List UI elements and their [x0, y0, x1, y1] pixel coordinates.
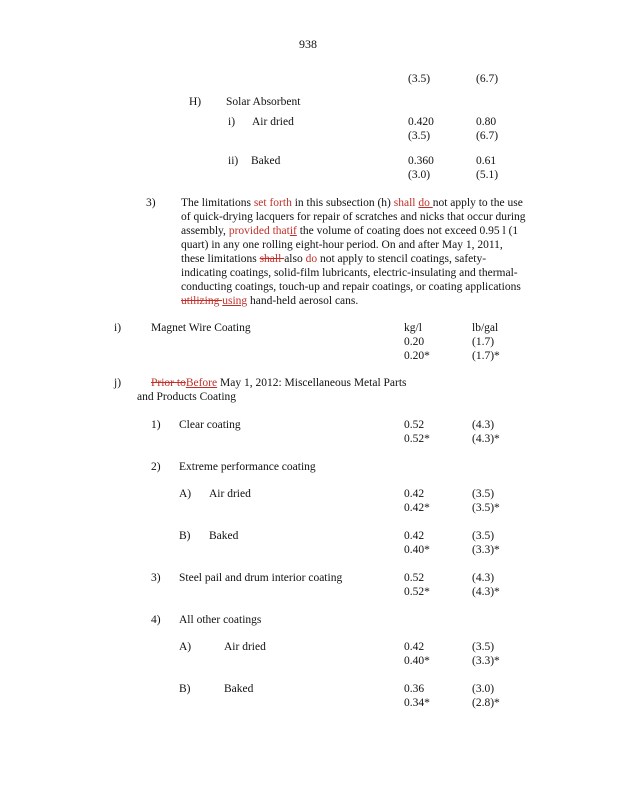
item-kg: 0.42	[404, 488, 425, 500]
subitem-label: Baked	[224, 683, 254, 695]
text-run: the volume of coating does not exceed 0.95 l (1	[296, 225, 519, 237]
subitem-label: Baked	[209, 530, 239, 542]
inserted-text: Before	[185, 377, 218, 389]
item-lb: (3.0)	[472, 683, 495, 695]
subitem-num: B)	[179, 530, 191, 542]
inserted-text: do	[418, 197, 433, 209]
subitem-num: A)	[179, 488, 192, 500]
solar-row-kg-paren: (3.5)	[408, 130, 431, 142]
text-run: The limitations	[181, 197, 254, 209]
inserted-text: using	[222, 295, 248, 307]
solar-row-kg-paren: (3.0)	[408, 169, 431, 181]
paragraph-3-line: quart) in any one rolling eight-hour period. On and after May 1, 2011,	[181, 239, 503, 251]
item-kg-alt: 0.34*	[404, 697, 430, 709]
solar-row-kg: 0.360	[408, 155, 434, 167]
paragraph-3-line	[181, 224, 518, 238]
inserted-text: do	[305, 253, 318, 265]
unit-kg-header: kg/l	[404, 322, 422, 334]
subitem-label: Air dried	[209, 488, 251, 500]
solar-row-lb-paren: (5.1)	[476, 169, 499, 181]
section-i-title: Magnet Wire Coating	[151, 322, 251, 334]
item-label: Extreme performance coating	[179, 461, 316, 473]
paragraph-3-line	[181, 294, 358, 308]
deleted-text: shall	[259, 253, 285, 265]
text-run: these limitations	[181, 253, 260, 265]
item-kg-alt: 0.52*	[404, 433, 430, 445]
solar-row-label: Air dried	[252, 116, 294, 128]
item-kg: 0.42	[404, 530, 425, 542]
unit-lb-header: lb/gal	[472, 322, 499, 334]
subitem-num: B)	[179, 683, 191, 695]
section-j-num: j)	[114, 377, 122, 389]
item-lb: (4.3)	[472, 572, 495, 584]
item-kg: 0.52	[404, 419, 425, 431]
text-run: not apply to stencil coatings, safety-	[317, 253, 487, 265]
subitem-label: Air dried	[224, 641, 266, 653]
solar-row-label: Baked	[251, 155, 281, 167]
item-num: 4)	[151, 614, 161, 626]
item-kg-alt: 0.52*	[404, 586, 430, 598]
item-label: Clear coating	[179, 419, 241, 431]
text-run: in this subsection (h)	[291, 197, 394, 209]
item-kg: 0.42	[404, 641, 425, 653]
section-i-kg-alt: 0.20*	[404, 350, 430, 362]
continued-lb-value: (6.7)	[476, 73, 499, 85]
inserted-text: set forth	[253, 197, 292, 209]
text-run: not apply to the use	[432, 197, 523, 209]
text-run: May 1, 2012: Miscellaneous Metal Parts	[217, 377, 407, 389]
item-num: 1)	[151, 419, 161, 431]
item-kg-alt: 0.40*	[404, 544, 430, 556]
deleted-text: Prior to	[151, 377, 186, 389]
item-lb: (3.5)	[472, 488, 495, 500]
item-kg-alt: 0.42*	[404, 502, 430, 514]
section-i-num: i)	[114, 322, 122, 334]
section-j-title	[151, 376, 407, 390]
item-kg: 0.36	[404, 683, 425, 695]
continued-kg-value: (3.5)	[408, 73, 431, 85]
text-run: also	[284, 253, 306, 265]
paragraph-3-line	[181, 196, 523, 210]
text-run: hand-held aerosol cans.	[247, 295, 359, 307]
item-lb-alt: (4.3)*	[472, 433, 500, 445]
paragraph-3-line: indicating coatings, solid-film lubricants, electric-insulating and thermal-	[181, 267, 518, 279]
subitem-num: A)	[179, 641, 192, 653]
solar-row-lb: 0.80	[476, 116, 497, 128]
item-lb-alt: (2.8)*	[472, 697, 500, 709]
section-i-lb-alt: (1.7)*	[472, 350, 500, 362]
item-num: 3)	[151, 572, 161, 584]
item-num: 2)	[151, 461, 161, 473]
inserted-text: shall	[393, 197, 419, 209]
item-lb: (3.5)	[472, 530, 495, 542]
solar-row-lb-paren: (6.7)	[476, 130, 499, 142]
solar-letter: H)	[189, 96, 202, 108]
item-lb-alt: (4.3)*	[472, 586, 500, 598]
solar-row-num: ii)	[228, 155, 239, 167]
paragraph-3-num: 3)	[146, 197, 156, 209]
paragraph-3-line: of quick-drying lacquers for repair of scratches and nicks that occur during	[181, 211, 526, 223]
item-lb-alt: (3.5)*	[472, 502, 500, 514]
paragraph-3-line	[181, 252, 486, 266]
inserted-text: provided that	[228, 225, 290, 237]
section-j-title-line2: and Products Coating	[137, 391, 237, 403]
solar-row-num: i)	[228, 116, 236, 128]
solar-title: Solar Absorbent	[226, 96, 301, 108]
item-lb-alt: (3.3)*	[472, 655, 500, 667]
section-i-lb: (1.7)	[472, 336, 495, 348]
item-kg-alt: 0.40*	[404, 655, 430, 667]
item-kg: 0.52	[404, 572, 425, 584]
deleted-text: utilizing	[181, 295, 223, 307]
text-run: assembly,	[181, 225, 229, 237]
paragraph-3-line: conducting coatings, touch-up and repair coatings, or coating applications	[181, 281, 521, 293]
item-lb: (3.5)	[472, 641, 495, 653]
solar-row-lb: 0.61	[476, 155, 497, 167]
solar-row-kg: 0.420	[408, 116, 434, 128]
section-i-kg: 0.20	[404, 336, 425, 348]
page-number: 938	[299, 37, 317, 51]
item-lb: (4.3)	[472, 419, 495, 431]
inserted-text: if	[289, 225, 297, 237]
item-label: Steel pail and drum interior coating	[179, 572, 343, 584]
item-lb-alt: (3.3)*	[472, 544, 500, 556]
item-label: All other coatings	[179, 614, 262, 626]
